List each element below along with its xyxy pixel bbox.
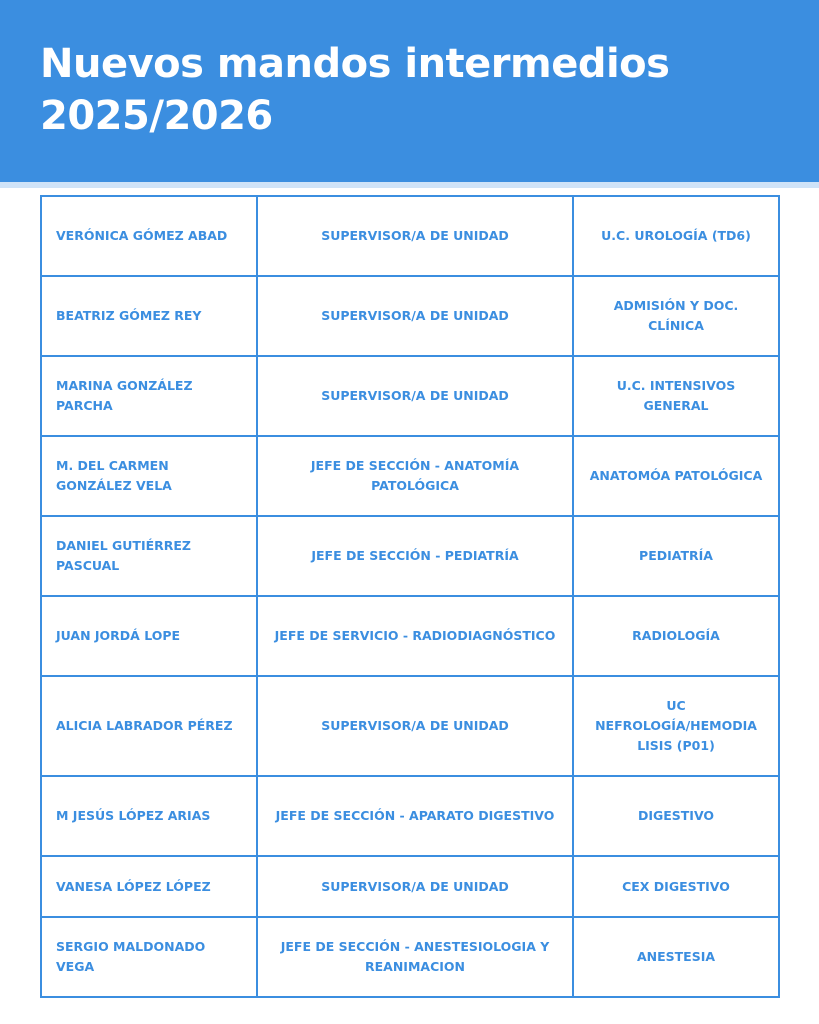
name-cell: JUAN JORDÁ LOPE	[41, 596, 257, 676]
table-row	[41, 917, 779, 997]
role-cell: SUPERVISOR/A DE UNIDAD	[257, 356, 573, 436]
department-cell: DIGESTIVO	[573, 776, 779, 856]
name-cell: BEATRIZ GÓMEZ REY	[41, 276, 257, 356]
role-cell: SUPERVISOR/A DE UNIDAD	[257, 276, 573, 356]
role-cell: SUPERVISOR/A DE UNIDAD	[257, 676, 573, 776]
role-cell: JEFE DE SECCIÓN - ANATOMÍA PATOLÓGICA	[257, 436, 573, 516]
table-row	[41, 436, 779, 516]
table-row	[41, 516, 779, 596]
name-cell: M JESÚS LÓPEZ ARIAS	[41, 776, 257, 856]
table-row	[41, 596, 779, 676]
department-cell: ADMISIÓN Y DOC. CLÍNICA	[573, 276, 779, 356]
page-title-line-2: 2025/2026	[40, 93, 273, 139]
role-cell: SUPERVISOR/A DE UNIDAD	[257, 856, 573, 917]
name-cell: SERGIO MALDONADO VEGA	[41, 917, 257, 997]
department-cell: RADIOLOGÍA	[573, 596, 779, 676]
department-cell: U.C. INTENSIVOS GENERAL	[573, 356, 779, 436]
name-cell: VANESA LÓPEZ LÓPEZ	[41, 856, 257, 917]
name-cell: DANIEL GUTIÉRREZ PASCUAL	[41, 516, 257, 596]
department-cell: UC NEFROLOGÍA/HEMODIA LISIS (P01)	[573, 676, 779, 776]
role-cell: JEFE DE SECCIÓN - PEDIATRÍA	[257, 516, 573, 596]
department-cell: U.C. UROLOGÍA (TD6)	[573, 196, 779, 276]
department-cell: PEDIATRÍA	[573, 516, 779, 596]
department-cell: CEX DIGESTIVO	[573, 856, 779, 917]
role-cell: JEFE DE SECCIÓN - APARATO DIGESTIVO	[257, 776, 573, 856]
page-title	[40, 38, 780, 142]
table-row	[41, 776, 779, 856]
header-divider	[0, 182, 819, 188]
appointments-table	[40, 195, 780, 998]
role-cell: JEFE DE SECCIÓN - ANESTESIOLOGIA Y REANIMACION	[257, 917, 573, 997]
page-title-line-1: Nuevos mandos intermedios	[40, 41, 670, 87]
table-row	[41, 276, 779, 356]
department-cell: ANESTESIA	[573, 917, 779, 997]
name-cell: VERÓNICA GÓMEZ ABAD	[41, 196, 257, 276]
table-row	[41, 356, 779, 436]
header-banner	[0, 0, 819, 182]
department-cell: ANATOMÓA PATOLÓGICA	[573, 436, 779, 516]
table-row	[41, 856, 779, 917]
name-cell: MARINA GONZÁLEZ PARCHA	[41, 356, 257, 436]
name-cell: M. DEL CARMEN GONZÁLEZ VELA	[41, 436, 257, 516]
role-cell: JEFE DE SERVICIO - RADIODIAGNÓSTICO	[257, 596, 573, 676]
name-cell: ALICIA LABRADOR PÉREZ	[41, 676, 257, 776]
table-row	[41, 196, 779, 276]
table-row	[41, 676, 779, 776]
role-cell: SUPERVISOR/A DE UNIDAD	[257, 196, 573, 276]
